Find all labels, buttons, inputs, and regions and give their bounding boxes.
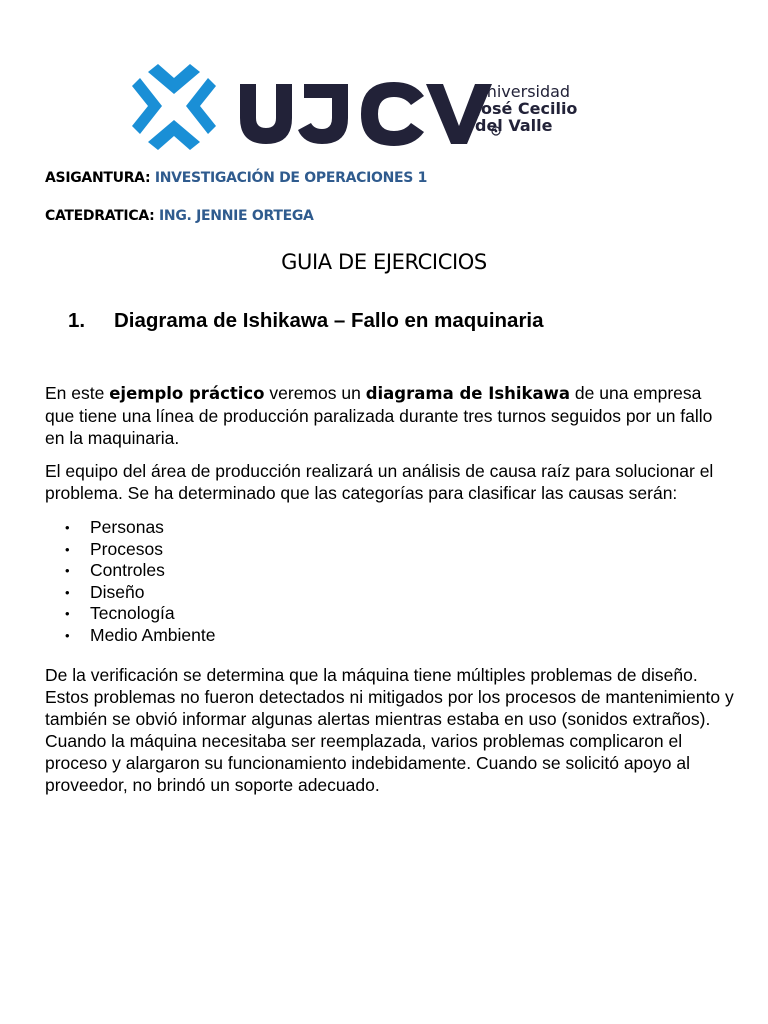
bullet-icon: • bbox=[65, 563, 70, 579]
list-item bbox=[45, 625, 216, 647]
bullet-icon: • bbox=[65, 541, 70, 557]
bullet-icon: • bbox=[65, 584, 70, 600]
bullet-icon: • bbox=[65, 627, 70, 643]
analysis-paragraph: El equipo del área de producción realizará un análisis de causa raíz para solucionar el problema. Se ha determinado que las categorías para clasificar las causas serán: bbox=[45, 461, 714, 503]
section-number: 1. bbox=[68, 309, 86, 332]
svg-text:José Cecilio: José Cecilio bbox=[475, 99, 578, 118]
category-label: Personas bbox=[90, 517, 164, 537]
ujcv-wordmark bbox=[240, 82, 500, 146]
chevron-emblem-icon bbox=[132, 64, 216, 150]
category-list bbox=[45, 517, 216, 647]
category-label: Medio Ambiente bbox=[90, 624, 216, 645]
page-title: GUIA DE EJERCICIOS bbox=[281, 250, 487, 274]
section-title: Diagrama de Ishikawa – Fallo en maquinaria bbox=[114, 309, 544, 332]
intro-bold-1: ejemplo práctico bbox=[109, 384, 265, 403]
list-item bbox=[45, 560, 216, 582]
list-item bbox=[45, 603, 216, 625]
intro-text-2: veremos un bbox=[264, 383, 366, 403]
intro-bold-2: diagrama de Ishikawa bbox=[365, 384, 571, 403]
list-item bbox=[45, 582, 216, 604]
teacher-label: CATEDRATICA: bbox=[45, 208, 155, 224]
category-label: Diseño bbox=[90, 581, 145, 602]
teacher-line bbox=[45, 208, 314, 224]
category-label: Tecnología bbox=[90, 603, 175, 624]
subject-line bbox=[45, 170, 427, 186]
subject-label: ASIGANTURA: bbox=[45, 170, 151, 186]
university-logo bbox=[128, 64, 598, 152]
svg-text:del Valle: del Valle bbox=[475, 116, 553, 135]
bullet-icon: • bbox=[65, 606, 70, 622]
teacher-value: ING. JENNIE ORTEGA bbox=[159, 208, 314, 224]
bullet-icon: • bbox=[65, 520, 70, 535]
list-item bbox=[45, 517, 216, 539]
intro-text-3: de una empresa que tiene una línea de producción paralizada durante tres turnos seguidos por un fallo en la maquinaria. bbox=[45, 383, 713, 448]
svg-text:Universidad: Universidad bbox=[475, 82, 571, 101]
verification-paragraph: De la verificación se determina que la máquina tiene múltiples problemas de diseño. Estos problemas no fueron detectados ni mitigados por los procesos de mantenimiento y también se obvió informar algunas alertas mientras estaba en uso (sonidos extraños). Cuando la máquina necesitaba ser reemplazada, varios problemas complicaron el proceso y alargaron su funcionamiento indebidamente. Cuando se solicitó apoyo al proveedor, no brindó un soporte adecuado. bbox=[45, 665, 734, 795]
subject-value: INVESTIGACIÓN DE OPERACIONES 1 bbox=[154, 170, 428, 186]
list-item bbox=[45, 539, 216, 561]
section-heading bbox=[68, 309, 544, 333]
intro-paragraph bbox=[45, 382, 735, 449]
university-name-text bbox=[474, 82, 577, 135]
category-label: Controles bbox=[90, 560, 165, 581]
category-label: Procesos bbox=[90, 538, 163, 559]
intro-text-1: En este bbox=[45, 383, 110, 403]
